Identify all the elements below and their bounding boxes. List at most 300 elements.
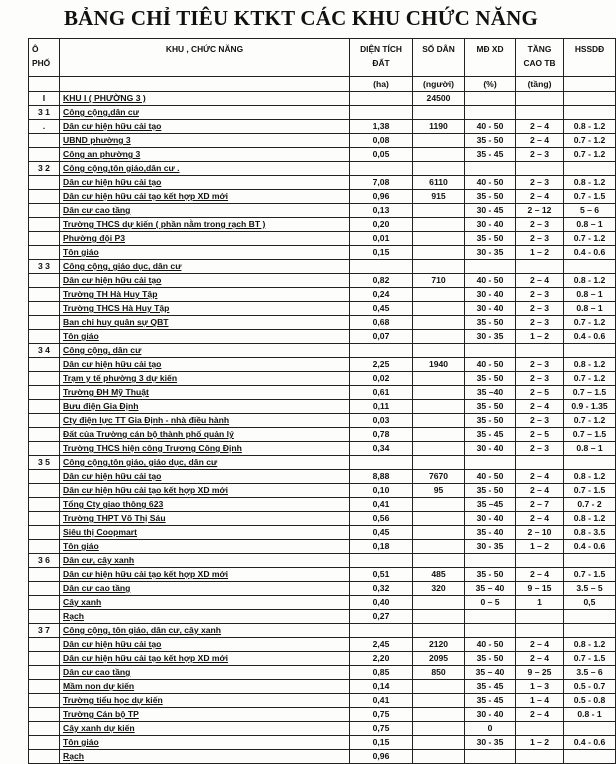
cell-land-use-coefficient: 0.7 - 1.2 [564,134,616,148]
table-row [29,288,616,302]
cell-avg-floors: 1 – 3 [516,680,564,694]
cell-land-use-coefficient: 0.5 - 0.8 [564,694,616,708]
cell-land-area: 0,82 [350,274,413,288]
cell-building-density: 40 - 50 [465,120,516,134]
cell-population [413,134,465,148]
cell-building-density: 35 - 50 [465,134,516,148]
table-row [29,148,616,162]
cell-population [413,218,465,232]
cell-zone-function: Công cộng,tôn giáo,dân cư . [60,162,350,176]
cell-population [413,316,465,330]
table-header [29,39,616,92]
cell-land-use-coefficient: 0.8 - 1.2 [564,470,616,484]
cell-block-id [29,722,60,736]
cell-zone-function: Công an phường 3 [60,148,350,162]
cell-avg-floors [516,624,564,638]
cell-population [413,372,465,386]
cell-block-id [29,246,60,260]
cell-block-id [29,666,60,680]
cell-avg-floors: 1 [516,596,564,610]
cell-building-density: 35 - 45 [465,428,516,442]
cell-land-area: 0,08 [350,134,413,148]
cell-land-area: 0,85 [350,666,413,680]
cell-land-use-coefficient: 0.8 - 1.2 [564,512,616,526]
table-row [29,400,616,414]
cell-block-id [29,512,60,526]
cell-land-use-coefficient: 0.7 - 1.5 [564,190,616,204]
cell-avg-floors: 2 – 4 [516,190,564,204]
cell-zone-function: Dân cư, cây xanh [60,554,350,568]
cell-zone-function: Trường ĐH Mỹ Thuật [60,386,350,400]
cell-block-id [29,568,60,582]
cell-zone-function: Dân cư cao tầng [60,204,350,218]
cell-block-id [29,302,60,316]
cell-population [413,526,465,540]
cell-block-id: 3 7 [29,624,60,638]
cell-land-area: 0,02 [350,372,413,386]
table-row [29,722,616,736]
cell-building-density [465,260,516,274]
header-block-id: Ô PHỐ [29,39,60,77]
cell-zone-function: Dân cư cao tầng [60,666,350,680]
table-row [29,680,616,694]
cell-land-area: 0,96 [350,190,413,204]
cell-zone-function: Dân cư hiện hữu cải tạo kết hợp XD mới [60,652,350,666]
cell-population: 2120 [413,638,465,652]
cell-zone-function: Tôn giáo [60,246,350,260]
cell-land-use-coefficient: 0.8 - 1 [564,708,616,722]
cell-population [413,400,465,414]
cell-building-density: 30 - 45 [465,204,516,218]
cell-land-area: 0,15 [350,736,413,750]
cell-land-use-coefficient: 0.9 - 1.35 [564,400,616,414]
cell-population [413,498,465,512]
cell-block-id [29,484,60,498]
cell-population [413,232,465,246]
cell-population: 485 [413,568,465,582]
cell-building-density: 35 - 45 [465,680,516,694]
table-row [29,358,616,372]
cell-population: 850 [413,666,465,680]
cell-land-area: 0,96 [350,750,413,764]
header-avg-floors: TẦNG CAO TB [516,39,564,77]
cell-zone-function: Công cộng, tôn giáo, dân cư, cây xanh [60,624,350,638]
cell-land-area: 0,61 [350,386,413,400]
table-row [29,246,616,260]
table-row [29,484,616,498]
cell-land-area: 0,27 [350,610,413,624]
cell-avg-floors: 2 – 5 [516,386,564,400]
cell-land-use-coefficient [564,554,616,568]
cell-population [413,722,465,736]
cell-zone-function: Dân cư hiện hữu cải tạo kết hợp XD mới [60,190,350,204]
cell-avg-floors: 9 – 25 [516,666,564,680]
cell-zone-function: Trạm y tế phường 3 dự kiến [60,372,350,386]
table-row [29,372,616,386]
cell-land-area: 2,20 [350,652,413,666]
cell-block-id [29,470,60,484]
cell-avg-floors: 2 – 10 [516,526,564,540]
cell-avg-floors: 2 – 4 [516,120,564,134]
cell-population: 710 [413,274,465,288]
table-row [29,652,616,666]
cell-land-area: 0,10 [350,484,413,498]
cell-avg-floors: 2 – 3 [516,302,564,316]
cell-land-use-coefficient [564,162,616,176]
cell-land-use-coefficient: 0.7 - 1.2 [564,232,616,246]
cell-land-area [350,554,413,568]
cell-building-density: 30 - 40 [465,512,516,526]
cell-building-density: 35 – 40 [465,582,516,596]
table-row [29,218,616,232]
table-row [29,498,616,512]
cell-avg-floors: 2 – 3 [516,442,564,456]
cell-land-use-coefficient: 0.7 – 1.5 [564,428,616,442]
cell-zone-function: Đất của Trường cán bộ thành phố quản lý [60,428,350,442]
cell-land-area [350,260,413,274]
cell-land-use-coefficient: 3.5 – 5 [564,582,616,596]
cell-block-id: 3 3 [29,260,60,274]
cell-avg-floors [516,92,564,106]
cell-zone-function: KHU I ( PHƯỜNG 3 ) [60,92,350,106]
cell-land-use-coefficient: 0.7 - 2 [564,498,616,512]
cell-zone-function: Dân cư hiện hữu cải tạo [60,176,350,190]
cell-block-id [29,288,60,302]
cell-land-use-coefficient [564,92,616,106]
cell-block-id [29,540,60,554]
cell-land-use-coefficient: 5 – 6 [564,204,616,218]
cell-block-id [29,694,60,708]
cell-zone-function: UBND phường 3 [60,134,350,148]
cell-building-density: 30 - 40 [465,302,516,316]
table-row [29,386,616,400]
cell-avg-floors [516,750,564,764]
cell-land-use-coefficient: 0.8 - 1.2 [564,274,616,288]
zone-row [29,92,616,106]
cell-building-density: 35 - 40 [465,526,516,540]
cell-population [413,260,465,274]
cell-building-density [465,106,516,120]
table-row [29,736,616,750]
cell-land-area: 0,45 [350,526,413,540]
cell-block-id [29,232,60,246]
cell-population [413,246,465,260]
table-row [29,596,616,610]
cell-zone-function: Cây xanh dự kiến [60,722,350,736]
cell-land-area: 0,11 [350,400,413,414]
cell-population: 95 [413,484,465,498]
table-row [29,470,616,484]
cell-land-use-coefficient [564,106,616,120]
cell-block-id [29,400,60,414]
cell-zone-function: Trường THPT Võ Thị Sáu [60,512,350,526]
cell-avg-floors [516,610,564,624]
cell-building-density [465,750,516,764]
cell-building-density [465,92,516,106]
cell-zone-function: Công cộng, giáo dục, dân cư [60,260,350,274]
cell-zone-function: Trường Cán bộ TP [60,708,350,722]
cell-land-area [350,624,413,638]
cell-avg-floors: 2 – 3 [516,414,564,428]
cell-land-use-coefficient: 0.7 - 1.5 [564,568,616,582]
table-row [29,190,616,204]
cell-block-id [29,442,60,456]
cell-zone-function: Trường tiểu học dự kiến [60,694,350,708]
unit-building-density: (%) [465,77,516,92]
cell-land-area: 0,34 [350,442,413,456]
cell-population [413,540,465,554]
cell-land-use-coefficient [564,260,616,274]
cell-building-density [465,162,516,176]
table-row [29,274,616,288]
cell-block-id [29,414,60,428]
cell-avg-floors: 2 – 3 [516,232,564,246]
cell-population [413,414,465,428]
cell-land-area: 0,40 [350,596,413,610]
cell-zone-function: Dân cư hiện hữu cải tạo [60,274,350,288]
cell-block-id: 3 5 [29,456,60,470]
unit-block-id [29,77,60,92]
cell-building-density: 30 - 35 [465,736,516,750]
cell-avg-floors: 2 – 4 [516,708,564,722]
cell-building-density: 40 - 50 [465,176,516,190]
cell-block-id [29,148,60,162]
table-row [29,582,616,596]
cell-block-id [29,134,60,148]
table-row [29,568,616,582]
cell-zone-function: Dân cư hiện hữu cải tạo kết hợp XD mới [60,484,350,498]
cell-zone-function: Tôn giáo [60,540,350,554]
cell-block-id [29,526,60,540]
cell-land-use-coefficient: 0.4 - 0.6 [564,540,616,554]
cell-zone-function: Phường đội P3 [60,232,350,246]
cell-block-id [29,596,60,610]
cell-building-density: 35 - 50 [465,372,516,386]
units-row [29,77,616,92]
cell-block-id [29,428,60,442]
table-body [29,92,616,764]
block-group-row [29,554,616,568]
cell-land-use-coefficient: 0.8 - 1.2 [564,358,616,372]
cell-land-area: 0,03 [350,414,413,428]
cell-block-id [29,372,60,386]
cell-zone-function: Rạch [60,750,350,764]
cell-block-id [29,582,60,596]
cell-building-density: 30 - 40 [465,442,516,456]
cell-population [413,554,465,568]
table-row [29,204,616,218]
cell-land-use-coefficient [564,610,616,624]
cell-land-area: 0,20 [350,218,413,232]
header-land-use-coefficient: HSSDĐ [564,39,616,77]
cell-population [413,428,465,442]
cell-avg-floors: 2 – 3 [516,176,564,190]
cell-avg-floors: 2 – 4 [516,400,564,414]
table-row [29,526,616,540]
cell-block-id [29,652,60,666]
cell-land-use-coefficient: 0.8 – 1 [564,288,616,302]
cell-land-use-coefficient: 0.8 - 3.5 [564,526,616,540]
cell-building-density [465,610,516,624]
cell-building-density: 35 - 50 [465,232,516,246]
cell-avg-floors: 1 – 2 [516,330,564,344]
cell-avg-floors: 2 – 4 [516,652,564,666]
table-row [29,750,616,764]
cell-avg-floors: 2 – 3 [516,358,564,372]
table-row [29,330,616,344]
cell-land-use-coefficient: 0.8 - 1.2 [564,176,616,190]
cell-land-use-coefficient: 0.8 – 1 [564,442,616,456]
cell-land-area [350,106,413,120]
cell-zone-function: Bưu điện Gia Định [60,400,350,414]
cell-land-area [350,162,413,176]
cell-block-id [29,750,60,764]
cell-land-area: 0,51 [350,568,413,582]
block-group-row [29,624,616,638]
cell-population: 1190 [413,120,465,134]
cell-avg-floors: 1 – 2 [516,540,564,554]
cell-avg-floors: 2 – 4 [516,470,564,484]
cell-building-density: 40 - 50 [465,638,516,652]
cell-block-id [29,680,60,694]
table-row [29,120,616,134]
cell-population: 320 [413,582,465,596]
table-row [29,666,616,680]
cell-block-id: 3 1 [29,106,60,120]
cell-land-use-coefficient: 0,5 [564,596,616,610]
cell-land-use-coefficient [564,750,616,764]
cell-population [413,442,465,456]
table-row [29,232,616,246]
cell-land-area: 2,45 [350,638,413,652]
indicator-table [28,38,616,764]
cell-population [413,288,465,302]
cell-avg-floors: 2 – 4 [516,134,564,148]
cell-block-id [29,190,60,204]
cell-zone-function: Tôn giáo [60,330,350,344]
cell-building-density: 40 - 50 [465,358,516,372]
cell-avg-floors [516,344,564,358]
cell-avg-floors: 2 – 4 [516,568,564,582]
cell-block-id [29,274,60,288]
cell-block-id [29,610,60,624]
cell-building-density: 30 - 40 [465,708,516,722]
unit-avg-floors: (tầng) [516,77,564,92]
cell-building-density [465,344,516,358]
table-row [29,610,616,624]
cell-building-density: 35 –45 [465,498,516,512]
cell-building-density [465,456,516,470]
cell-block-id: I [29,92,60,106]
header-land-area: DIỆN TÍCH ĐẤT [350,39,413,77]
cell-building-density: 30 - 35 [465,540,516,554]
cell-population: 2095 [413,652,465,666]
block-group-row [29,106,616,120]
cell-block-id [29,316,60,330]
cell-building-density: 30 - 35 [465,246,516,260]
cell-land-use-coefficient: 0.7 - 1.2 [564,414,616,428]
table-row [29,638,616,652]
header-population: SỐ DÂN [413,39,465,77]
cell-avg-floors: 2 – 4 [516,512,564,526]
cell-building-density: 30 - 35 [465,330,516,344]
cell-population [413,162,465,176]
cell-block-id: 3 4 [29,344,60,358]
cell-land-use-coefficient [564,344,616,358]
cell-avg-floors [516,722,564,736]
cell-land-area: 0,14 [350,680,413,694]
block-group-row [29,344,616,358]
cell-block-id [29,736,60,750]
cell-avg-floors: 1 – 2 [516,246,564,260]
cell-building-density: 35 - 50 [465,190,516,204]
cell-land-area: 0,32 [350,582,413,596]
cell-population: 915 [413,190,465,204]
cell-land-use-coefficient: 0.7 - 1.2 [564,316,616,330]
table-row [29,540,616,554]
cell-land-use-coefficient: 0.5 - 0.7 [564,680,616,694]
cell-avg-floors: 1 – 2 [516,736,564,750]
table-row [29,134,616,148]
cell-land-use-coefficient: 0.8 - 1.2 [564,638,616,652]
cell-land-area [350,456,413,470]
cell-avg-floors: 2 – 3 [516,288,564,302]
cell-building-density: 0 – 5 [465,596,516,610]
cell-building-density: 35 - 50 [465,414,516,428]
cell-avg-floors: 2 – 3 [516,148,564,162]
cell-land-area: 0,13 [350,204,413,218]
cell-population [413,456,465,470]
cell-zone-function: Cây xanh [60,596,350,610]
cell-block-id: 3 6 [29,554,60,568]
cell-land-use-coefficient: 3.5 – 6 [564,666,616,680]
cell-land-area: 1,38 [350,120,413,134]
cell-land-use-coefficient [564,456,616,470]
header-zone-function: KHU , CHỨC NĂNG [60,39,350,77]
cell-land-area: 0,41 [350,498,413,512]
cell-population [413,512,465,526]
cell-land-area: 0,07 [350,330,413,344]
cell-avg-floors: 2 – 3 [516,218,564,232]
cell-building-density [465,624,516,638]
cell-avg-floors: 2 – 7 [516,498,564,512]
cell-land-area: 0,01 [350,232,413,246]
cell-zone-function: Công cộng,tôn giáo, giáo dục, dân cư [60,456,350,470]
cell-population: 1940 [413,358,465,372]
cell-block-id [29,176,60,190]
cell-avg-floors [516,106,564,120]
cell-land-area: 0,75 [350,708,413,722]
cell-avg-floors: 1 – 4 [516,694,564,708]
cell-block-id [29,708,60,722]
cell-population [413,596,465,610]
cell-avg-floors [516,260,564,274]
cell-land-area: 0,68 [350,316,413,330]
cell-zone-function: Dân cư hiện hữu cải tạo [60,638,350,652]
table-row [29,694,616,708]
cell-building-density: 35 - 45 [465,148,516,162]
block-group-row [29,162,616,176]
cell-avg-floors: 2 – 5 [516,428,564,442]
cell-avg-floors: 2 – 3 [516,316,564,330]
cell-zone-function: Dân cư hiện hữu cải tạo kết hợp XD mới [60,568,350,582]
cell-building-density: 40 - 50 [465,470,516,484]
cell-building-density: 30 - 40 [465,288,516,302]
block-group-row [29,456,616,470]
cell-block-id [29,638,60,652]
cell-land-use-coefficient: 0.7 – 1.5 [564,386,616,400]
cell-zone-function: Tổng Cty giao thông 623 [60,498,350,512]
